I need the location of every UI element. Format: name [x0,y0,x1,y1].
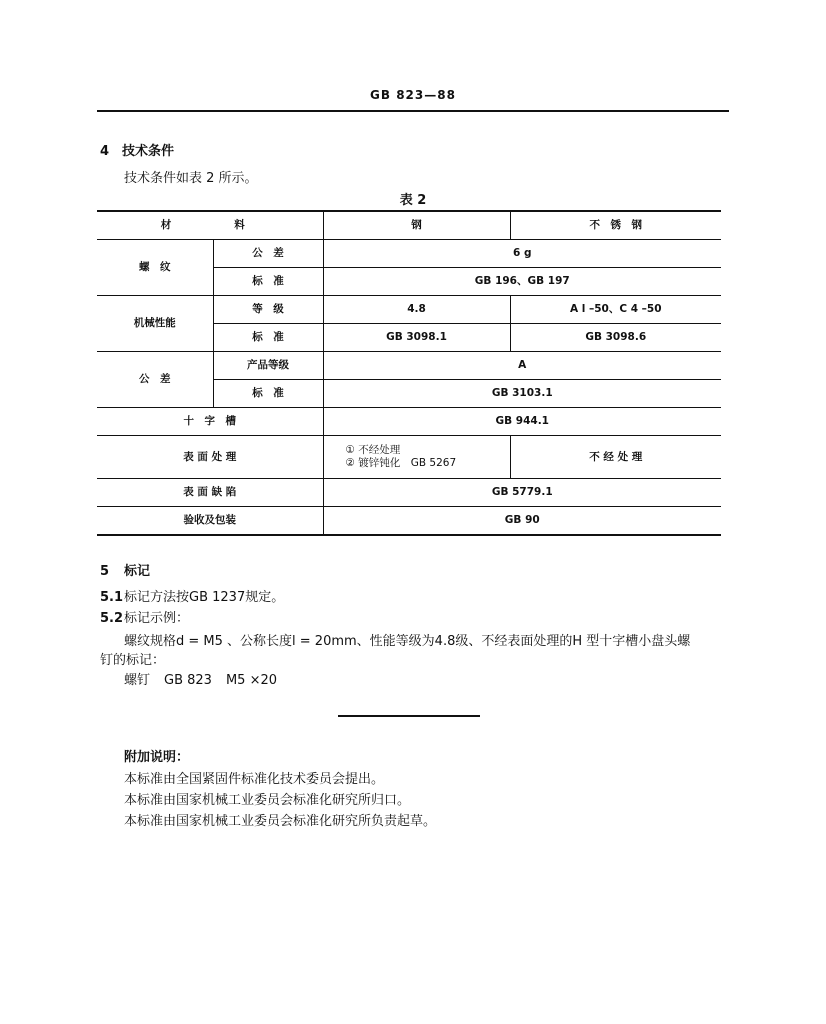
header-rule [97,110,729,112]
cross-recess-label: 十 字 槽 [97,408,323,436]
table-row [97,479,721,507]
acceptance-label: 验收及包装 [97,507,323,536]
tolerance-standard-label: 标 准 [213,380,323,408]
surface-treatment-option-1: ① 不经处理 [345,444,401,456]
tolerance-label: 公 差 [97,352,213,408]
section-number: 4 [100,144,110,159]
header-stainless: 不 锈 钢 [510,211,721,240]
table-row [97,240,721,268]
clause-text: 标记示例： [124,611,190,626]
product-grade-label: 产品等级 [213,352,323,380]
product-grade-value: A [323,352,721,380]
marking-example [124,669,291,688]
section-title: 标记 [124,564,151,579]
divider [338,715,480,717]
mechanical-grade-steel: 4.8 [323,296,510,324]
additional-note: 本标准由全国紧固件标准化技术委员会提出。 [124,772,385,787]
table-row [97,296,721,324]
surface-defects-value: GB 5779.1 [323,479,721,507]
clause-text: 标记方法按GB 1237规定。 [124,590,285,605]
surface-defects-label: 表 面 缺 陷 [97,479,323,507]
example-line-2: 钉的标记： [100,653,166,668]
table-row [97,352,721,380]
marking-size: M5 ×20 [225,673,278,688]
section-4-heading [100,140,174,159]
additional-notes-title: 附加说明： [124,750,190,765]
mechanical-grade-label: 等 级 [213,296,323,324]
example-line-1: 螺纹规格d = M5 、公称长度l = 20mm、性能等级为4.8级、不经表面处理的H 型十字槽小盘头螺 [124,634,691,649]
clause-number: 5.2 [100,611,124,626]
clause-5-1 [100,586,284,605]
marking-standard: GB 823 [164,673,212,688]
clause-number: 5.1 [100,590,124,605]
cross-recess-value: GB 944.1 [323,408,721,436]
surface-treatment-option-2: ② 镀锌钝化 GB 5267 [345,457,457,469]
section-title: 技术条件 [122,144,175,159]
section-5-heading [100,560,150,579]
table-row [97,211,721,240]
thread-standard-value: GB 196、GB 197 [323,268,721,296]
thread-tolerance-value: 6 g [323,240,721,268]
thread-standard-label: 标 准 [213,268,323,296]
surface-treatment-label: 表 面 处 理 [97,436,323,479]
mechanical-grade-stainless: A l –50、C 4 –50 [510,296,721,324]
mechanical-standard-steel: GB 3098.1 [323,324,510,352]
table-caption: 表 2 [399,193,427,208]
table-row [97,507,721,536]
surface-treatment-steel [323,436,510,479]
table-row [97,436,721,479]
mechanical-standard-label: 标 准 [213,324,323,352]
section-number: 5 [100,564,110,579]
surface-treatment-stainless: 不 经 处 理 [510,436,721,479]
table-row [97,408,721,436]
tolerance-standard-value: GB 3103.1 [323,380,721,408]
additional-note: 本标准由国家机械工业委员会标准化研究所归口。 [124,793,411,808]
thread-tolerance-label: 公 差 [213,240,323,268]
header-material: 材 料 [97,211,323,240]
thread-label: 螺 纹 [97,240,213,296]
additional-note: 本标准由国家机械工业委员会标准化研究所负责起草。 [124,814,437,829]
marking-name: 螺钉 [124,673,151,688]
mechanical-label: 机械性能 [97,296,213,352]
header-steel: 钢 [323,211,510,240]
technical-conditions-table [97,210,721,536]
acceptance-value: GB 90 [323,507,721,536]
section-4-intro: 技术条件如表 2 所示。 [124,171,258,186]
page-header: GB 823—88 [370,88,456,102]
mechanical-standard-stainless: GB 3098.6 [510,324,721,352]
clause-5-2 [100,607,189,626]
